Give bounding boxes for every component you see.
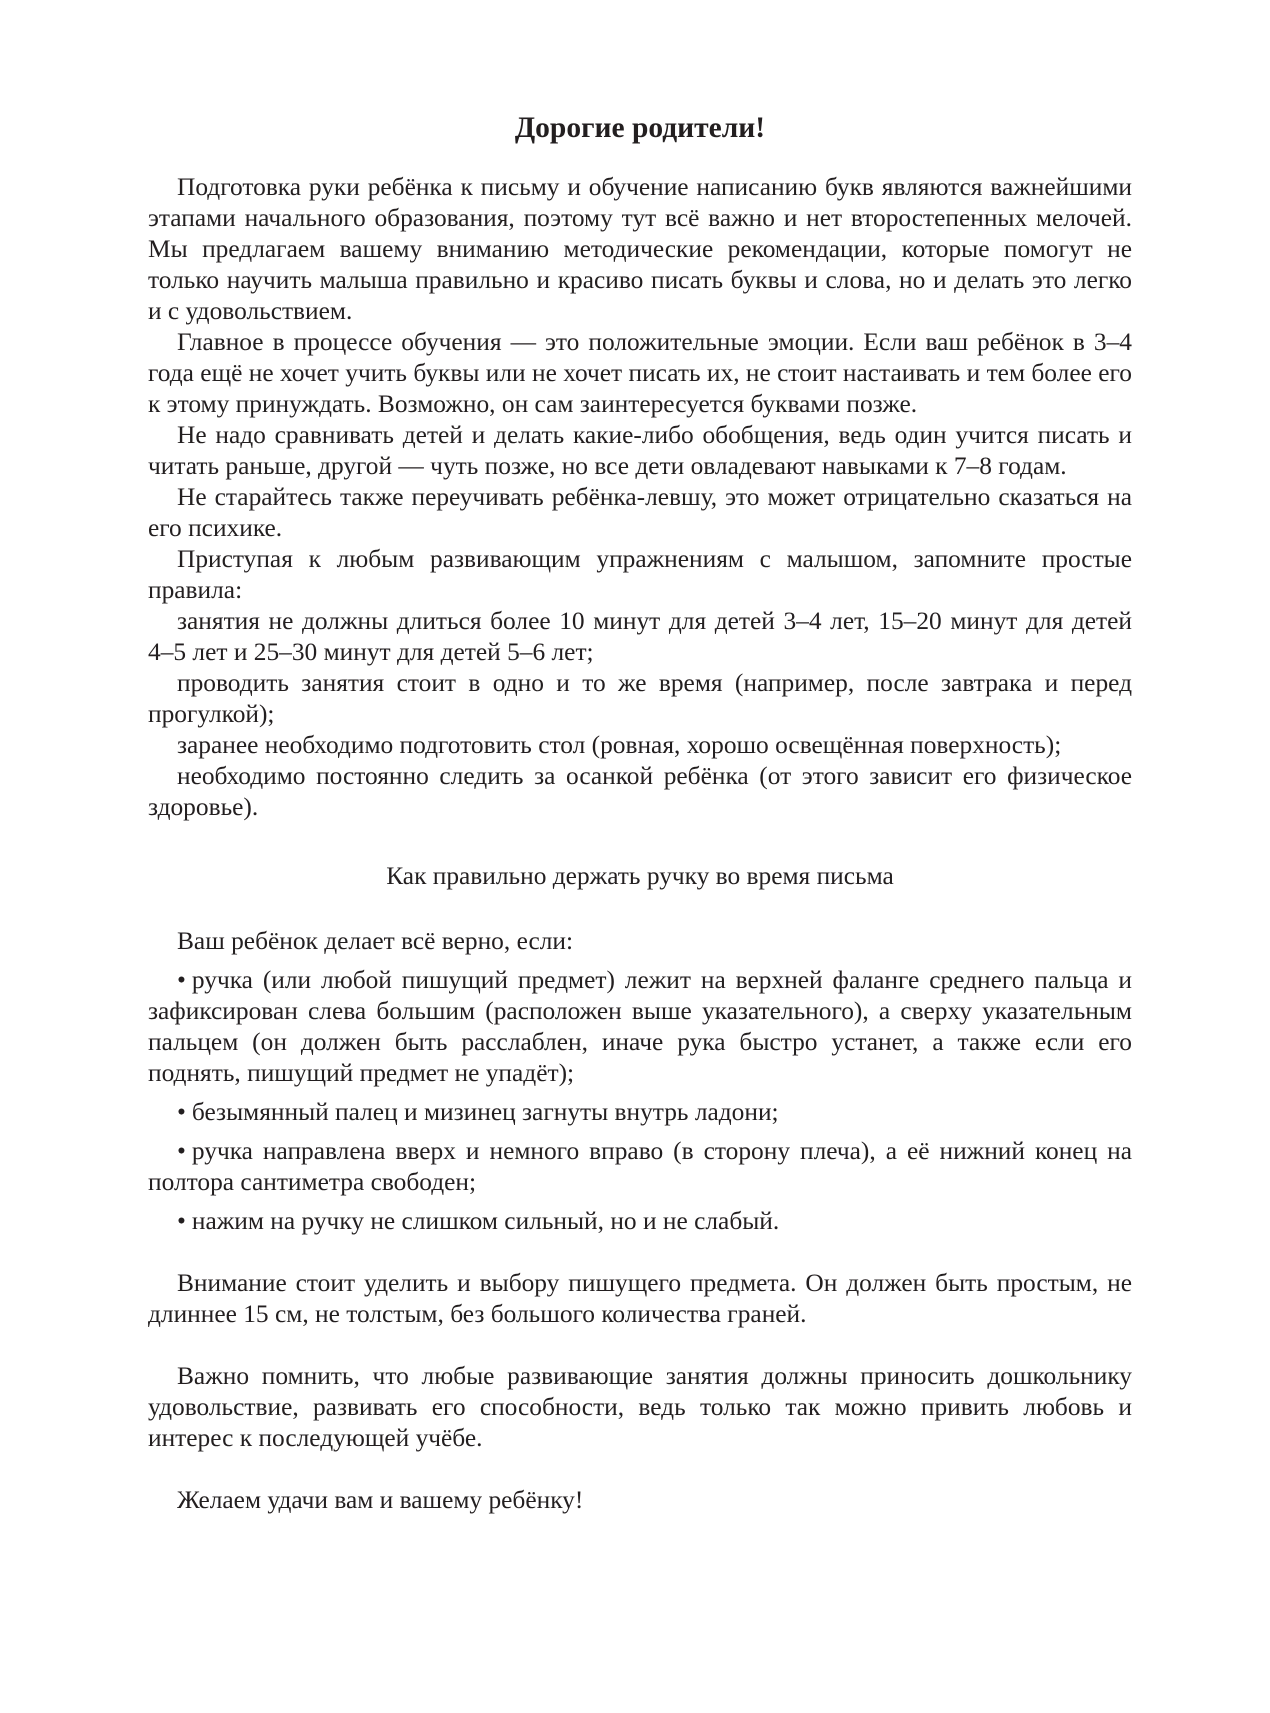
intro-paragraph: Главное в процессе обучения — это положительные эмоции. Если ваш ребёнок в 3–4 года ещё не хочет учить буквы или не хочет писать их, не стоит настаивать и тем более его к этому принуждать. Возможно, он сам заинтересуется буквами позже. (148, 328, 1132, 418)
importance-paragraph: Важно помнить, что любые развивающие занятия должны приносить дошкольнику удовольствие, развивать его способности, ведь только так можно привить любовь и интерес к последующей учёбе. (148, 1362, 1132, 1452)
list-item-text: ручка направлена вверх и немного вправо (в сторону плеча), а её нижний конец на полтора сантиметра свободен; (148, 1137, 1132, 1196)
section-heading: Как правильно держать ручку во время письма (386, 862, 894, 890)
closing-line: Желаем удачи вам и вашему ребёнку! (177, 1486, 584, 1514)
list-item (148, 965, 1132, 1089)
list-item (148, 1097, 1132, 1128)
lead-paragraph: Ваш ребёнок делает всё верно, если: (177, 927, 574, 955)
list-item-text: ручка (или любой пишущий предмет) лежит на верхней фаланге среднего пальца и зафиксирован слева большим (расположен выше указательного), а сверху указательным пальцем (он должен быть расслаблен, иначе рука быстро устанет, а также если его поднять, пишущий предмет не упадёт); (148, 966, 1132, 1087)
intro-section (148, 172, 1132, 823)
tool-note-paragraph: Внимание стоит уделить и выбору пишущего предмета. Он должен быть простым, не длиннее 15 см, не толстым, без большого количества граней. (148, 1269, 1132, 1328)
bullet-icon: • (177, 1098, 186, 1126)
list-item (148, 1206, 1132, 1237)
grip-checklist (148, 965, 1132, 1237)
rule-item: заранее необходимо подготовить стол (ровная, хорошо освещённая поверхность); (177, 731, 1062, 759)
document-page (148, 108, 1132, 1516)
list-item-text: нажим на ручку не слишком сильный, но и не слабый. (191, 1207, 780, 1235)
list-item-text: безымянный палец и мизинец загнуты внутрь ладони; (191, 1098, 779, 1126)
bullet-icon: • (177, 1207, 186, 1235)
intro-paragraph: Не надо сравнивать детей и делать какие-либо обобщения, ведь один учится писать и читать раньше, другой — чуть позже, но все дети овладевают навыками к 7–8 годам. (148, 421, 1132, 480)
list-item (148, 1136, 1132, 1198)
bullet-icon: • (177, 1137, 186, 1165)
intro-paragraph: Не старайтесь также переучивать ребёнка-левшу, это может отрицательно сказаться на его психике. (148, 483, 1132, 542)
intro-paragraph: Приступая к любым развивающим упражнениям с малышом, запомните простые правила: (148, 545, 1132, 604)
rule-item: занятия не должны длиться более 10 минут для детей 3–4 лет, 15–20 минут для детей 4–5 лет и 25–30 минут для детей 5–6 лет; (148, 607, 1132, 666)
rule-item: проводить занятия стоит в одно и то же время (например, после завтрака и перед прогулкой); (148, 669, 1132, 728)
page-title: Дорогие родители! (514, 112, 766, 144)
intro-paragraph: Подготовка руки ребёнка к письму и обучение написанию букв являются важнейшими этапами начального образования, поэтому тут всё важно и нет второстепенных мелочей. Мы предлагаем вашему вниманию методические рекомендации, которые помогут не только научить малыша правильно и красиво писать буквы и слова, но и делать это легко и с удовольствием. (148, 173, 1132, 325)
rule-item: необходимо постоянно следить за осанкой ребёнка (от этого зависит его физическое здоровье). (148, 762, 1132, 821)
bullet-icon: • (177, 966, 186, 994)
